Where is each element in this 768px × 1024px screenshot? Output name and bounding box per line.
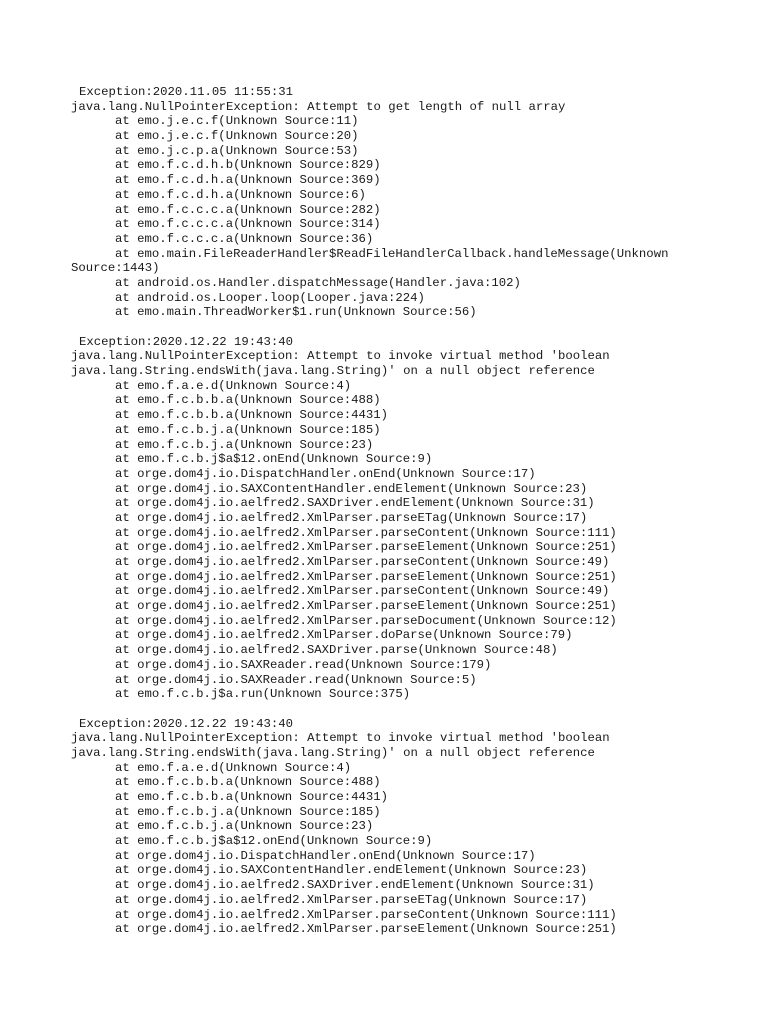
exception-message-line: java.lang.NullPointerException: Attempt to invoke virtual method 'boolean [71, 349, 610, 364]
stack-frame: at emo.j.c.p.a(Unknown Source:53) [115, 143, 359, 158]
stack-frame-continuation: Source:1443) [71, 261, 160, 276]
stack-frame: at orge.dom4j.io.aelfred2.XmlParser.parseContent(Unknown Source:49) [115, 555, 610, 569]
stack-frame: at emo.f.c.b.j$a$12.onEnd(Unknown Source:9) [115, 834, 433, 849]
stack-frame: at orge.dom4j.io.aelfred2.XmlParser.parseDocument(Unknown Source:12) [115, 613, 617, 628]
stack-frame: at emo.f.c.c.c.a(Unknown Source:282) [115, 202, 381, 217]
stack-frame: at orge.dom4j.io.aelfred2.XmlParser.parseContent(Unknown Source:111) [115, 907, 617, 922]
stack-frame: at emo.f.c.b.b.a(Unknown Source:4431) [115, 790, 389, 804]
exception-message-line: java.lang.NullPointerException: Attempt to invoke virtual method 'boolean [71, 731, 610, 746]
stack-frame: at emo.f.c.c.c.a(Unknown Source:36) [115, 231, 374, 246]
exception-header: Exception:2020.12.22 19:43:40 [79, 334, 294, 349]
stack-frame: at emo.j.e.c.f(Unknown Source:11) [115, 114, 359, 129]
stack-frame: at orge.dom4j.io.SAXContentHandler.endElement(Unknown Source:23) [115, 481, 588, 496]
exception-message-line: java.lang.String.endsWith(java.lang.String)' on a null object reference [71, 364, 595, 379]
stack-frame: at emo.f.c.b.b.a(Unknown Source:488) [115, 775, 381, 790]
stack-frame: at emo.f.c.b.j$a.run(Unknown Source:375) [115, 687, 411, 702]
exception-message-line: java.lang.NullPointerException: Attempt to get length of null array [71, 99, 566, 114]
stack-frame: at emo.f.c.b.j.a(Unknown Source:23) [115, 437, 374, 452]
stack-frame: at orge.dom4j.io.SAXReader.read(Unknown Source:5) [115, 672, 477, 687]
stack-frame: at orge.dom4j.io.DispatchHandler.onEnd(Unknown Source:17) [115, 848, 536, 863]
stack-frame: at orge.dom4j.io.DispatchHandler.onEnd(Unknown Source:17) [115, 466, 536, 481]
stack-frame: at emo.f.c.b.j$a$12.onEnd(Unknown Source:9) [115, 452, 433, 467]
exception-block [71, 85, 751, 320]
exception-block [71, 717, 751, 937]
stack-frame: at orge.dom4j.io.aelfred2.SAXDriver.parse(Unknown Source:48) [115, 643, 558, 658]
stack-frame: at emo.main.ThreadWorker$1.run(Unknown Source:56) [115, 305, 477, 320]
stack-frame: at emo.f.a.e.d(Unknown Source:4) [115, 760, 352, 775]
stack-frame: at orge.dom4j.io.aelfred2.SAXDriver.endElement(Unknown Source:31) [115, 878, 595, 893]
stack-frame: at orge.dom4j.io.aelfred2.XmlParser.parseContent(Unknown Source:49) [115, 584, 610, 599]
stack-frame: at orge.dom4j.io.aelfred2.XmlParser.parseElement(Unknown Source:251) [115, 922, 617, 937]
stack-frame: at emo.main.FileReaderHandler$ReadFileHandlerCallback.handleMessage(Unknown [115, 246, 669, 261]
stack-frame: at emo.f.c.d.h.a(Unknown Source:369) [115, 173, 381, 188]
stack-frame: at orge.dom4j.io.aelfred2.XmlParser.parseETag(Unknown Source:17) [115, 510, 588, 525]
exception-header: Exception:2020.11.05 11:55:31 [79, 85, 294, 99]
exception-block [71, 335, 751, 702]
stack-frame: at emo.j.e.c.f(Unknown Source:20) [115, 129, 359, 144]
exception-message-line: java.lang.String.endsWith(java.lang.String)' on a null object reference [71, 745, 595, 760]
stack-frame: at orge.dom4j.io.SAXContentHandler.endElement(Unknown Source:23) [115, 863, 588, 878]
stack-frame: at emo.f.c.d.h.a(Unknown Source:6) [115, 187, 366, 202]
stack-frame: at orge.dom4j.io.aelfred2.XmlParser.parseElement(Unknown Source:251) [115, 540, 617, 555]
stack-frame: at orge.dom4j.io.aelfred2.XmlParser.parseElement(Unknown Source:251) [115, 599, 617, 614]
stack-frame: at emo.f.c.d.h.b(Unknown Source:829) [115, 158, 381, 173]
stack-frame: at emo.f.c.b.j.a(Unknown Source:23) [115, 819, 374, 834]
stack-frame: at emo.f.c.b.b.a(Unknown Source:4431) [115, 408, 389, 423]
stack-frame: at orge.dom4j.io.aelfred2.XmlParser.parseETag(Unknown Source:17) [115, 892, 588, 907]
stack-frame: at orge.dom4j.io.aelfred2.XmlParser.doParse(Unknown Source:79) [115, 628, 573, 643]
stack-frame: at emo.f.c.b.j.a(Unknown Source:185) [115, 422, 381, 437]
stack-frame: at emo.f.c.c.c.a(Unknown Source:314) [115, 217, 381, 232]
stack-frame: at orge.dom4j.io.aelfred2.XmlParser.parseElement(Unknown Source:251) [115, 569, 617, 584]
stack-frame: at android.os.Looper.loop(Looper.java:224) [115, 290, 425, 305]
stack-frame: at orge.dom4j.io.SAXReader.read(Unknown Source:179) [115, 657, 492, 672]
exception-header: Exception:2020.12.22 19:43:40 [79, 716, 294, 731]
stack-frame: at emo.f.c.b.j.a(Unknown Source:185) [115, 804, 381, 819]
stack-frame: at android.os.Handler.dispatchMessage(Handler.java:102) [115, 275, 521, 290]
stack-frame: at emo.f.c.b.b.a(Unknown Source:488) [115, 393, 381, 408]
exception-log [71, 85, 751, 952]
stack-frame: at orge.dom4j.io.aelfred2.XmlParser.parseContent(Unknown Source:111) [115, 525, 617, 540]
stack-frame: at orge.dom4j.io.aelfred2.SAXDriver.endElement(Unknown Source:31) [115, 496, 595, 511]
stack-frame: at emo.f.a.e.d(Unknown Source:4) [115, 378, 352, 393]
